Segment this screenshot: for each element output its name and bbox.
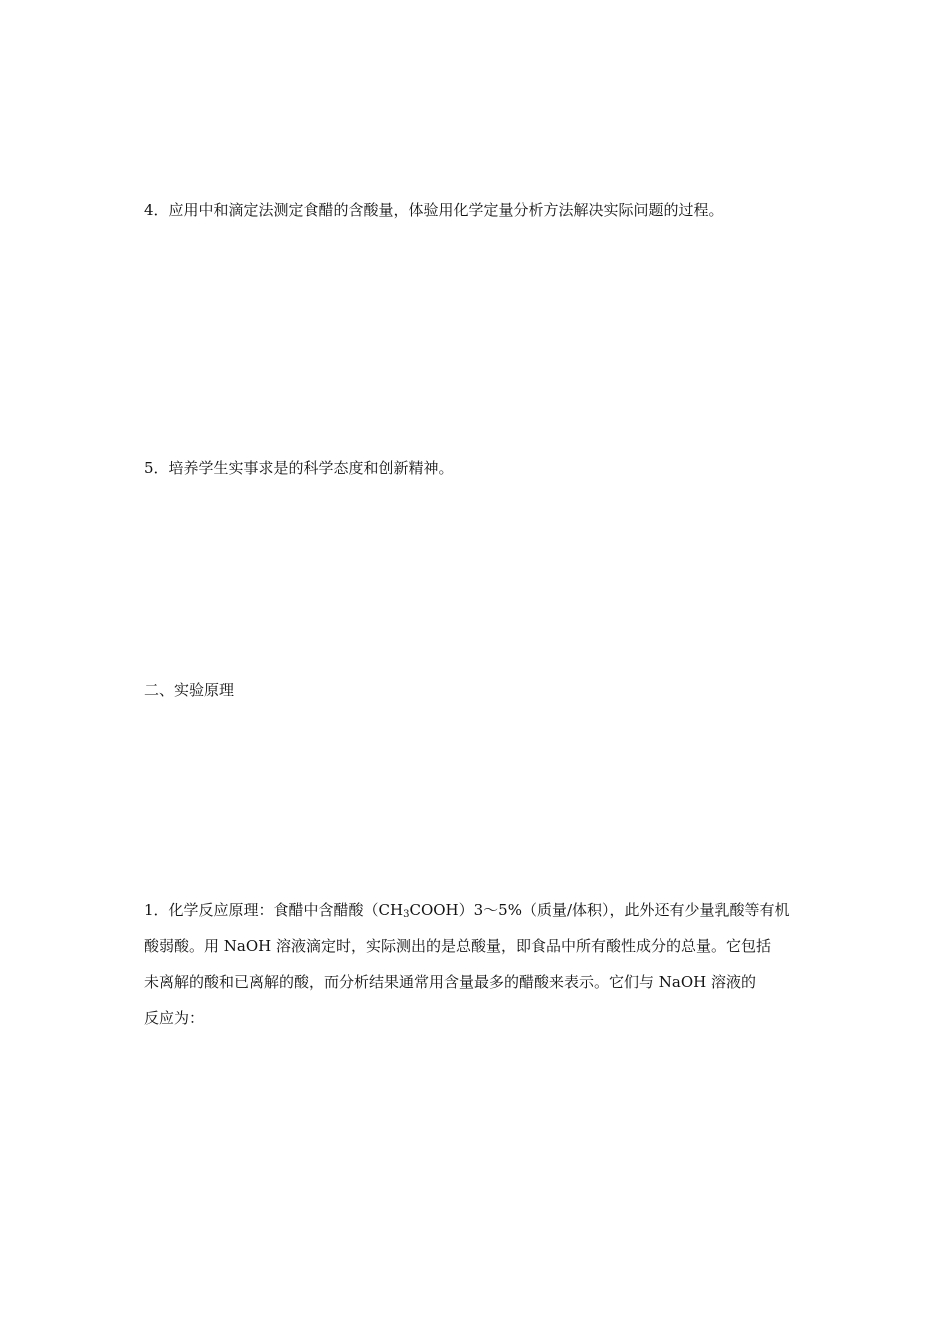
section-heading-principle: 二、实验原理 — [144, 681, 235, 699]
principle-line-4: 反应为： — [144, 1009, 205, 1027]
principle-line-1-start: 1．化学反应原理：食醋中含醋酸（CH — [144, 901, 404, 919]
formula-subscript: 3 — [403, 909, 410, 920]
objective-item-5: 5．培养学生实事求是的科学态度和创新精神。 — [144, 459, 454, 477]
principle-line-2: 酸弱酸。用 NaOH 溶液滴定时，实际测出的是总酸量，即食品中所有酸性成分的总量。它包括 — [144, 937, 771, 955]
principle-line-1-end: COOH）3～5%（质量/体积），此外还有少量乳酸等有机 — [409, 901, 790, 919]
principle-line-1 — [144, 892, 812, 928]
principle-paragraph — [144, 892, 812, 1036]
objective-item-4: 4．应用中和滴定法测定食醋的含酸量，体验用化学定量分析方法解决实际问题的过程。 — [144, 201, 724, 219]
principle-line-3: 未离解的酸和已离解的酸，而分析结果通常用含量最多的醋酸来表示。它们与 NaOH 溶液的 — [144, 973, 756, 991]
